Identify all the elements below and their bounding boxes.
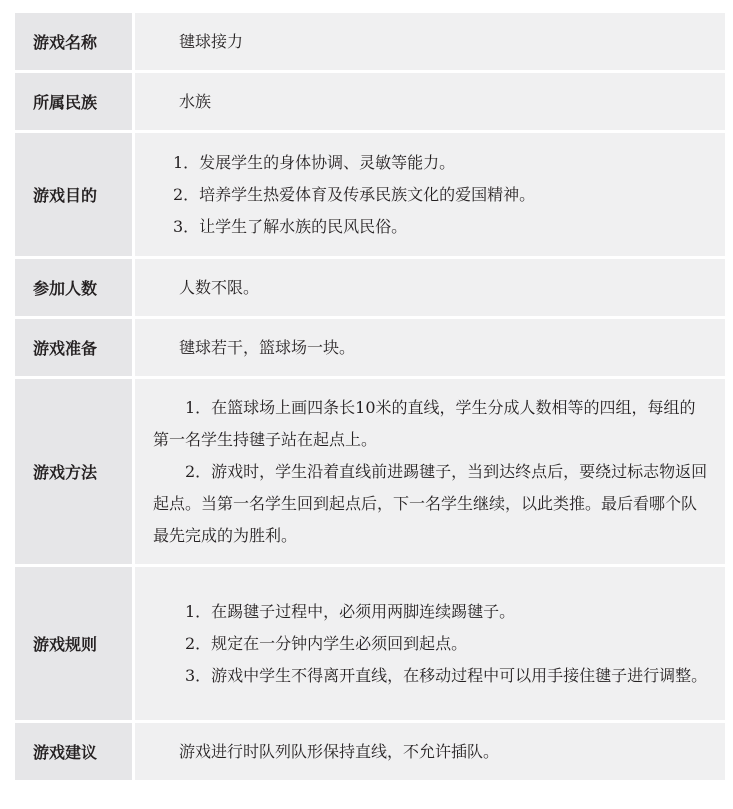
row-value — [134, 132, 727, 258]
value-line: 毽球接力 — [179, 31, 244, 51]
row-label: 游戏规则 — [14, 566, 134, 722]
row-value — [134, 318, 727, 378]
row-game-name — [14, 12, 727, 72]
value-line: 3．让学生了解水族的民风民俗。 — [173, 216, 408, 236]
value-line: 人数不限。 — [179, 277, 260, 297]
row-suggestion — [14, 722, 727, 782]
value-paragraph: 1．在篮球场上画四条长10米的直线，学生分成人数相等的四组，每组的第一名学生持毽子站在起点上。 — [153, 397, 696, 449]
value-line: 1．发展学生的身体协调、灵敏等能力。 — [173, 152, 456, 172]
value-paragraph: 1．在踢毽子过程中，必须用两脚连续踢毽子。 — [185, 601, 516, 621]
row-value — [134, 12, 727, 72]
game-info-table — [12, 10, 728, 783]
row-label: 游戏目的 — [14, 132, 134, 258]
row-label: 游戏名称 — [14, 12, 134, 72]
value-paragraph: 3．游戏中学生不得离开直线，在移动过程中可以用手接住毽子进行调整。 — [185, 665, 708, 685]
row-game-purpose — [14, 132, 727, 258]
row-value — [134, 72, 727, 132]
row-rules — [14, 566, 727, 722]
row-ethnic-group — [14, 72, 727, 132]
value-line: 游戏进行时队列队形保持直线，不允许插队。 — [179, 741, 500, 761]
row-participants — [14, 258, 727, 318]
row-preparation — [14, 318, 727, 378]
row-label: 游戏方法 — [14, 378, 134, 566]
value-line: 水族 — [179, 91, 212, 111]
row-value — [134, 566, 727, 722]
row-label: 所属民族 — [14, 72, 134, 132]
value-line: 2．培养学生热爱体育及传承民族文化的爱国精神。 — [173, 184, 536, 204]
row-value — [134, 722, 727, 782]
row-label: 游戏建议 — [14, 722, 134, 782]
row-label: 游戏准备 — [14, 318, 134, 378]
row-method — [14, 378, 727, 566]
row-label: 参加人数 — [14, 258, 134, 318]
value-paragraph: 2．游戏时，学生沿着直线前进踢毽子，当到达终点后，要绕过标志物返回起点。当第一名学生回到起点后，下一名学生继续，以此类推。最后看哪个队最先完成的为胜利。 — [153, 461, 708, 545]
row-value — [134, 258, 727, 318]
row-value — [134, 378, 727, 566]
value-paragraph: 2．规定在一分钟内学生必须回到起点。 — [185, 633, 468, 653]
value-line: 毽球若干，篮球场一块。 — [179, 337, 356, 357]
